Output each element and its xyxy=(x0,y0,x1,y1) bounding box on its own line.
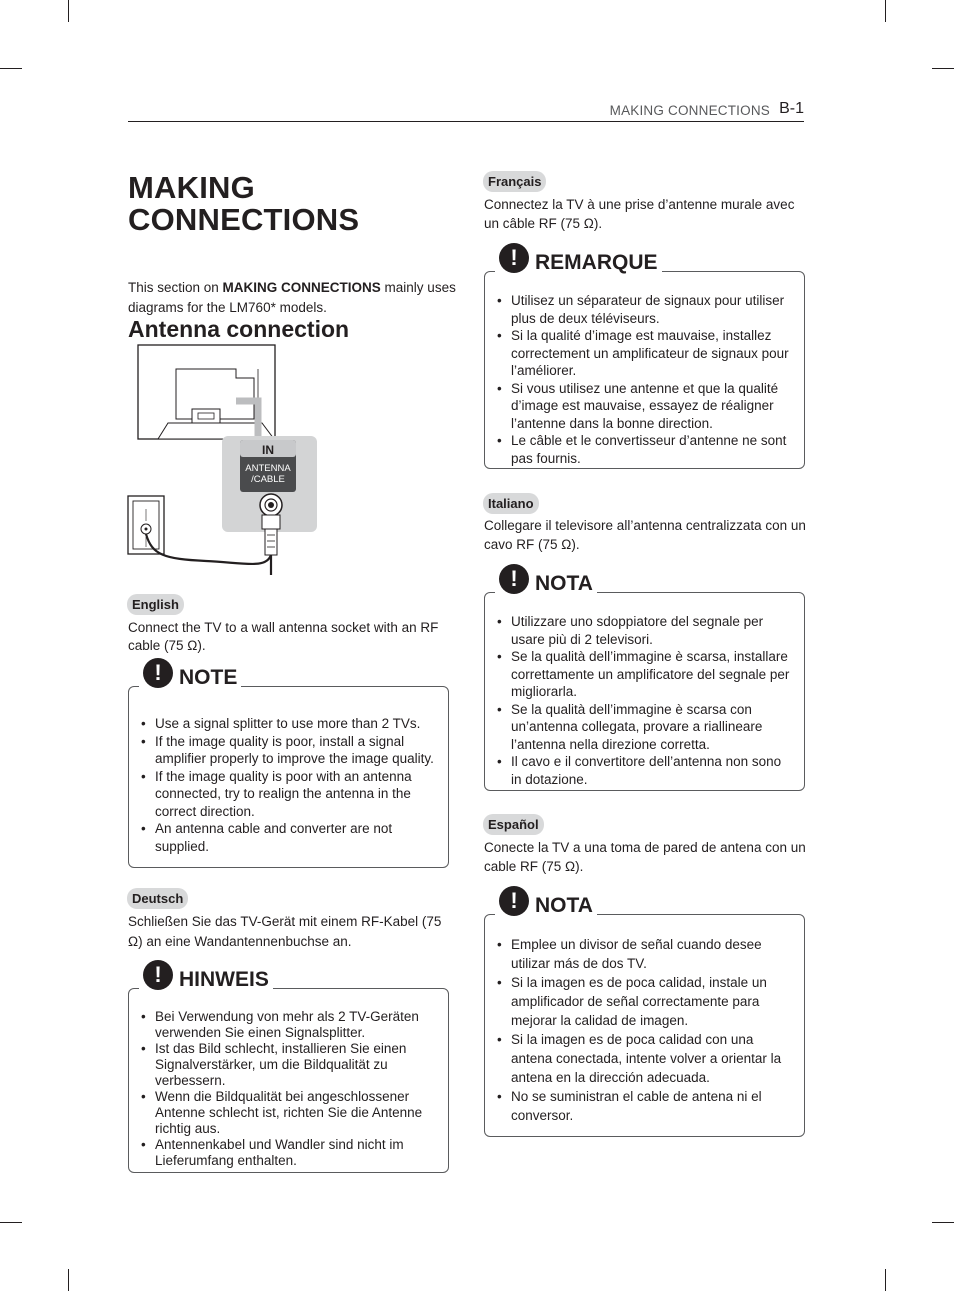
note-header xyxy=(495,564,597,598)
port-name-line1: ANTENNA xyxy=(245,463,291,474)
note-header xyxy=(139,658,241,692)
antenna-diagram xyxy=(126,343,320,583)
list-item: • An antenna cable and converter are not supplied. xyxy=(141,820,438,855)
intro-bold: MAKING CONNECTIONS xyxy=(222,280,381,295)
espanol-text: Conecte la TV a una toma de pared de antena con un cable RF (75 Ω). xyxy=(484,840,806,874)
note-title: REMARQUE xyxy=(535,251,658,274)
crop-mark xyxy=(885,1269,886,1291)
crop-mark xyxy=(0,1222,22,1223)
italiano-text: Collegare il televisore all’antenna centralizzata con un cavo RF (75 Ω). xyxy=(484,518,806,552)
note-list xyxy=(497,292,794,467)
note-box-francais xyxy=(484,245,805,469)
note-list xyxy=(141,1009,438,1169)
crop-mark xyxy=(68,0,69,22)
header-section: MAKING CONNECTIONS xyxy=(609,103,770,118)
note-header xyxy=(139,960,273,994)
english-text: Connect the TV to a wall antenna socket with an RF cable (75 Ω). xyxy=(128,620,439,653)
note-box-italiano xyxy=(484,566,805,791)
lang-tag-english: English xyxy=(127,594,184,615)
note-title: NOTA xyxy=(535,572,593,595)
list-item: • Utilisez un séparateur de signaux pour utiliser plus de deux téléviseurs. xyxy=(497,292,794,327)
lang-tag-italiano: Italiano xyxy=(483,493,539,514)
note-title: NOTE xyxy=(179,666,238,689)
note-title: HINWEIS xyxy=(179,968,269,991)
note-header xyxy=(495,243,662,277)
list-item: • Ist das Bild schlecht, installieren Sie einen Signalverstärker, um die Bildqualität zu verbessern. xyxy=(141,1041,438,1089)
list-item: • Si vous utilisez une antenne et que la qualité d’image est mauvaise, essayez de réaligner l’antenne dans la bonne direction. xyxy=(497,380,794,433)
exclamation-icon: ! xyxy=(499,243,529,273)
exclamation-icon: ! xyxy=(143,658,173,688)
note-box-espanol xyxy=(484,888,805,1137)
note-list xyxy=(497,613,794,788)
note-box-english xyxy=(128,660,449,868)
exclamation-icon: ! xyxy=(499,564,529,594)
tv-illustration xyxy=(138,345,275,439)
wall-socket-icon xyxy=(128,496,164,554)
list-item: • If the image quality is poor with an antenna connected, try to realign the antenna in the correct direction. xyxy=(141,768,438,821)
lang-tag-espanol: Español xyxy=(483,814,544,835)
crop-mark xyxy=(68,1269,69,1291)
rf-cable-line xyxy=(146,534,271,564)
list-item: • Se la qualità dell’immagine è scarsa con un’antenna collegata, provare a riallineare l’antenna nella direzione corretta. xyxy=(497,701,794,754)
note-header xyxy=(495,886,597,920)
page-number: B-1 xyxy=(779,100,804,117)
crop-mark xyxy=(932,1222,954,1223)
list-item: • Antennenkabel und Wandler sind nicht im Lieferumfang enthalten. xyxy=(141,1137,438,1169)
port-name-line2: /CABLE xyxy=(251,474,285,485)
list-item: • Si la qualité d’image est mauvaise, installez correctement un amplificateur de signaux pour l’améliorer. xyxy=(497,327,794,380)
lang-tag-francais: Français xyxy=(483,171,546,192)
lang-tag-deutsch: Deutsch xyxy=(127,888,188,909)
running-header xyxy=(128,100,804,122)
list-item: • Utilizzare uno sdoppiatore del segnale per usare più di 2 televisori. xyxy=(497,613,794,648)
section-heading: Antenna connection xyxy=(128,316,350,342)
exclamation-icon: ! xyxy=(499,886,529,916)
exclamation-icon: ! xyxy=(143,960,173,990)
intro-prefix: This section on xyxy=(128,280,223,295)
intro-suffix: mainly uses diagrams for the LM760* models. xyxy=(128,280,456,315)
note-list xyxy=(141,715,438,855)
list-item: • Si la imagen es de poca calidad con una antena conectada, intente volver a orientar la antena en la dirección adecuada. xyxy=(497,1030,794,1087)
crop-mark xyxy=(885,0,886,22)
list-item: • If the image quality is poor, install a signal amplifier properly to improve the image quality. xyxy=(141,733,438,768)
list-item: • No se suministran el cable de antena ni el conversor. xyxy=(497,1087,794,1125)
list-item: • Emplee un divisor de señal cuando desee utilizar más de dos TV. xyxy=(497,935,794,973)
rf-plug-icon xyxy=(262,515,280,555)
note-list xyxy=(497,935,794,1125)
list-item: • Le câble et le convertisseur d’antenne ne sont pas fournis. xyxy=(497,432,794,467)
list-item: • Si la imagen es de poca calidad, instale un amplificador de señal correctamente para mejorar la calidad de imagen. xyxy=(497,973,794,1030)
list-item: • Bei Verwendung von mehr als 2 TV-Geräten verwenden Sie einen Signalsplitter. xyxy=(141,1009,438,1041)
list-item: • Se la qualità dell’immagine è scarsa, installare correttamente un amplificatore del segnale per migliorarla. xyxy=(497,648,794,701)
francais-text: Connectez la TV à une prise d’antenne murale avec un câble RF (75 Ω). xyxy=(484,197,795,231)
note-box-deutsch xyxy=(128,962,449,1173)
note-title: NOTA xyxy=(535,894,593,917)
page-title: MAKING CONNECTIONS xyxy=(128,170,360,237)
list-item: • Use a signal splitter to use more than 2 TVs. xyxy=(141,715,438,733)
deutsch-text: Schließen Sie das TV-Gerät mit einem RF-Kabel (75 Ω) an eine Wandantennenbuchse an. xyxy=(128,914,442,949)
list-item: • Il cavo e il convertitore dell’antenna non sono in dotazione. xyxy=(497,753,794,788)
intro-paragraph xyxy=(128,278,458,318)
list-item: • Wenn die Bildqualität bei angeschlossener Antenne schlecht ist, richten Sie die Antenne richtig aus. xyxy=(141,1089,438,1137)
crop-mark xyxy=(0,68,22,69)
port-label: IN xyxy=(262,443,274,457)
crop-mark xyxy=(932,68,954,69)
